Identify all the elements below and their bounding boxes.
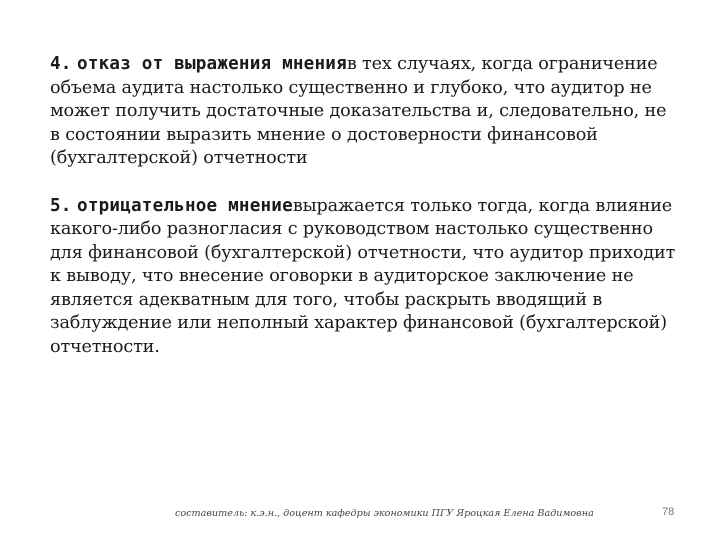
term-refusal-opinion: отказ от выражения мнения [77,54,347,74]
paragraph-refusal-opinion [50,53,680,171]
paragraph-text: выражается только тогда, когда влияние какого-либо разногласия с руководством настолько существенно для финансовой (бухгалтерской) отчетности, что аудитор приходит к выводу, что внесение оговорки в аудиторское заключение не является адекватным для того, чтобы раскрыть вводящий в заблуждение или неполный характер финансовой (бухгалтерской) отчетности. [50,195,676,357]
paragraph-number: 5. [50,195,72,216]
paragraph-number: 4. [50,54,72,74]
page-number: 78 [662,506,675,518]
paragraph-adverse-opinion [50,195,680,360]
paragraph-text: в тех случаях, когда ограничение объема аудита настолько существенно и глубоко, что аудитор не может получить достаточные доказательства и, следовательно, не в состоянии выразить мнение о достоверности финансовой (бухгалтерской) отчетности [50,54,667,168]
slide-footer-author: составитель: к.э.н., доцент кафедры экономики ПГУ Яроцкая Елена Вадимовна [175,508,594,519]
slide-body [50,53,680,359]
term-adverse-opinion: отрицательное мнение [77,195,293,216]
